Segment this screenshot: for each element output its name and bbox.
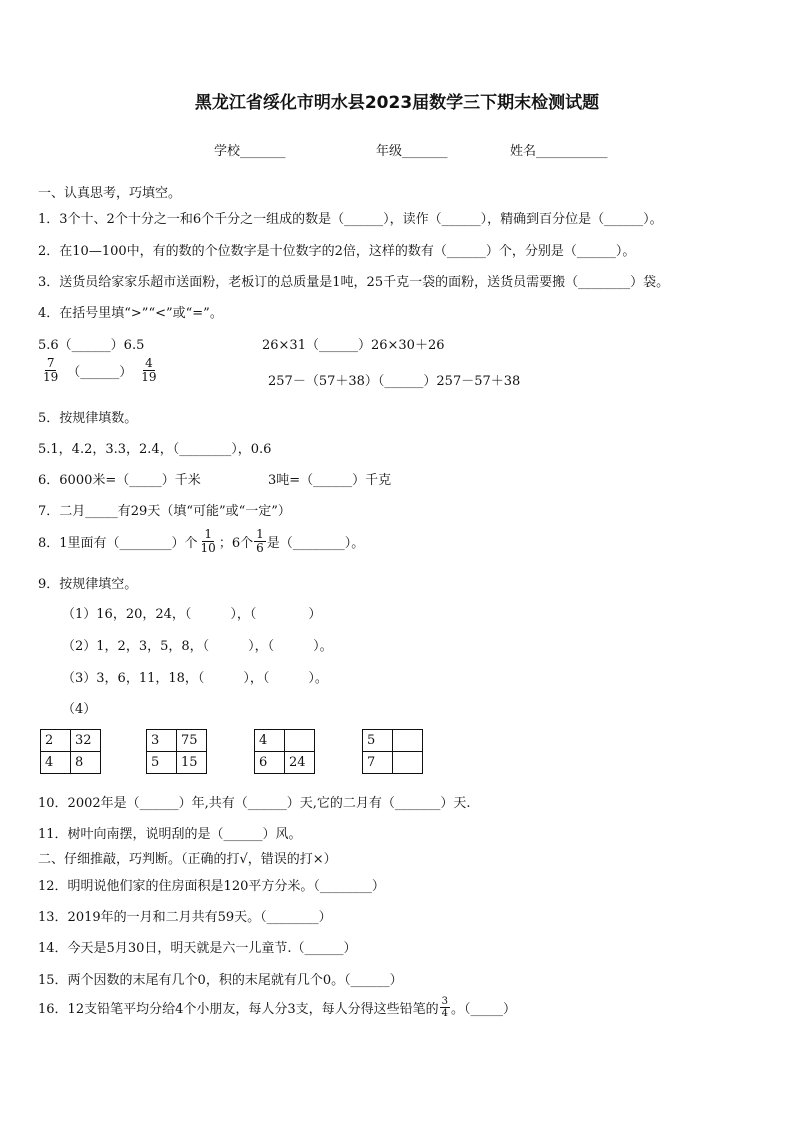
section-1-heading: 一、认真思考，巧填空。 xyxy=(38,186,182,201)
question-7: 7．二月_____有29天（填“可能”或“一定”） xyxy=(38,504,291,519)
grid-cell: 3 xyxy=(147,730,177,752)
grid-cell: 2 xyxy=(41,730,71,752)
question-4d: 257－（57＋38）（______）257－57＋38 xyxy=(268,374,521,389)
fraction: $\frac{3}{4}$ xyxy=(441,996,449,1019)
fraction: $\frac{1}{6}$ xyxy=(256,527,264,555)
fraction: $\frac{4}{19}$ xyxy=(141,356,157,384)
question-1: 1．3个十、2个十分之一和6个千分之一组成的数是（______），读作（______），精确到百分位是（______）。 xyxy=(38,212,663,227)
question-6b: 3吨=（______）千克 xyxy=(268,473,392,488)
section-2-heading: 二、仔细推敲，巧判断。（正确的打√，错误的打×） xyxy=(38,852,337,867)
question-5: 5．按规律填数。 xyxy=(38,411,138,426)
question-9-1: （1）16，20，24，（ ），（ ） xyxy=(62,607,322,622)
grid-cell: 6 xyxy=(255,752,285,774)
number-grid-1 xyxy=(40,729,101,774)
grid-cell: 8 xyxy=(71,752,101,774)
grade-field: 年级_______ xyxy=(376,144,448,159)
school-field: 学校_______ xyxy=(214,144,286,159)
question-14: 14．今天是5月30日，明天就是六一儿童节.（______） xyxy=(38,941,357,956)
question-9: 9．按规律填空。 xyxy=(38,577,138,592)
question-4b: 26×31（______）26×30＋26 xyxy=(262,338,445,353)
question-4a: 5.6（______）6.5 xyxy=(38,338,145,353)
grid-cell: 5 xyxy=(147,752,177,774)
question-5-sequence: 5.1，4.2，3.3，2.4，（________），0.6 xyxy=(38,442,272,457)
grid-cell: 5 xyxy=(363,730,393,752)
grid-cell: 32 xyxy=(71,730,101,752)
question-15: 15．两个因数的末尾有几个0，积的末尾就有几个0。（______） xyxy=(38,973,403,988)
question-9-2: （2）1，2，3，5，8，（ ），（ ）。 xyxy=(62,639,333,654)
grid-cell: 24 xyxy=(285,752,315,774)
fraction: $\frac{1}{10}$ xyxy=(200,527,216,555)
grid-cell: 15 xyxy=(177,752,207,774)
question-2: 2．在10—100中，有的数的个位数字是十位数字的2倍，这样的数有（______）个，分别是（______）。 xyxy=(38,244,636,259)
grid-cell xyxy=(285,730,315,752)
question-16: 16．12支铅笔平均分给4个小朋友，每人分3支，每人分得这些铅笔的 $\frac{3}{4}$ 。（_____） xyxy=(38,996,517,1019)
fraction: $\frac{7}{19}$ xyxy=(43,356,59,384)
question-11: 11．树叶向南摆，说明刮的是（______）风。 xyxy=(38,827,302,842)
question-8: 8．1里面有（________）个 $\frac{1}{10}$ ；6个 $\frac{1}{6}$ 是（________）。 xyxy=(38,527,365,555)
number-grid-4 xyxy=(362,729,423,774)
question-6a: 6．6000米=（_____）千米 xyxy=(38,473,201,488)
page-title: 黑龙江省绥化市明水县2023届数学三下期末检测试题 xyxy=(194,93,600,113)
question-12: 12．明明说他们家的住房面积是120平方分米。（________） xyxy=(38,879,385,894)
grid-cell: 4 xyxy=(41,752,71,774)
grid-cell: 7 xyxy=(363,752,393,774)
number-grid-2 xyxy=(146,729,207,774)
question-3: 3．送货员给家家乐超市送面粉，老板订的总质量是1吨，25千克一袋的面粉，送货员需要搬（________）袋。 xyxy=(38,275,670,290)
name-field: 姓名___________ xyxy=(510,144,608,159)
question-4: 4．在括号里填“>”“<”或“=”。 xyxy=(38,306,223,321)
question-9-3: （3）3，6，11，18，（ ），（ ）。 xyxy=(62,671,328,686)
grid-cell xyxy=(393,752,423,774)
grid-cell xyxy=(393,730,423,752)
question-10: 10．2002年是（______）年,共有（______）天,它的二月有（_______）天. xyxy=(38,796,471,811)
question-4c: $\frac{7}{19}$ （______） $\frac{4}{19}$ xyxy=(43,356,157,384)
number-grid-3 xyxy=(254,729,315,774)
question-9-4: （4） xyxy=(62,702,97,717)
grid-cell: 75 xyxy=(177,730,207,752)
question-13: 13．2019年的一月和二月共有59天。（________） xyxy=(38,910,332,925)
grid-cell: 4 xyxy=(255,730,285,752)
